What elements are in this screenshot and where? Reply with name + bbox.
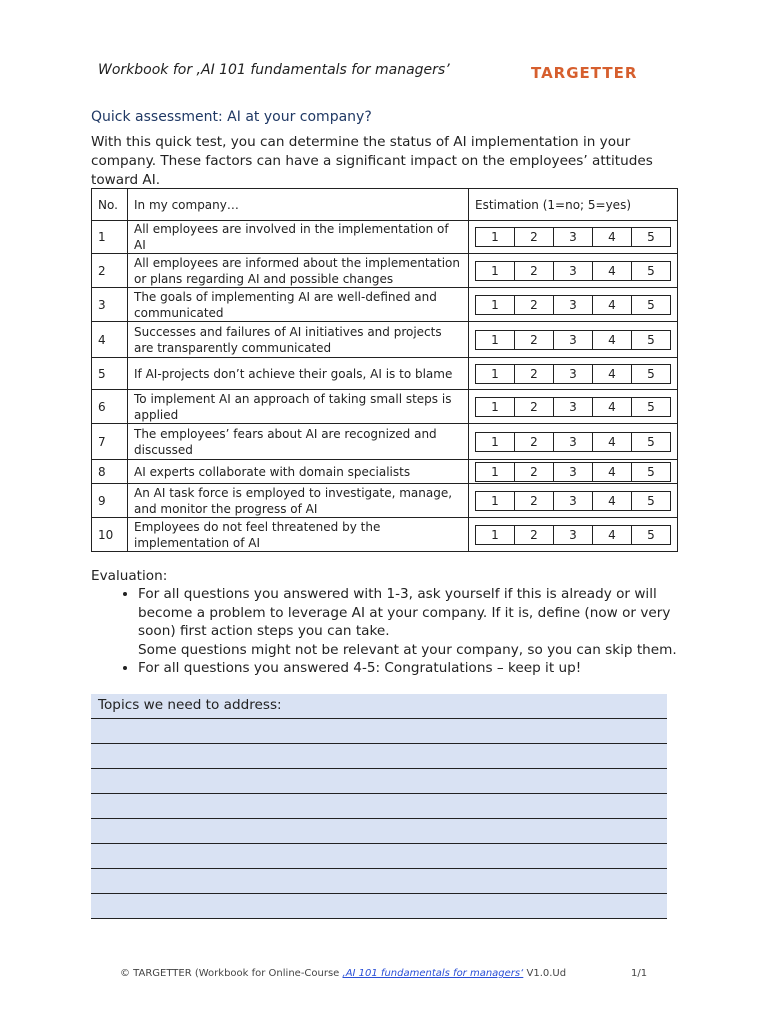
rating-option-4[interactable]: 4 xyxy=(592,398,631,416)
topics-line[interactable] xyxy=(91,769,667,794)
intro-paragraph: With this quick test, you can determine the status of AI implementation in your company. These factors can have a significant impact on the employees’ attitudes toward AI. xyxy=(91,134,653,188)
evaluation-bullet-2: • For all questions you answered 4-5: Congratulations – keep it up! xyxy=(138,659,703,678)
header-title: Workbook for ‚AI 101 fundamentals for managers’ xyxy=(98,62,450,78)
rating-option-2[interactable]: 2 xyxy=(514,262,553,280)
rating-option-5[interactable]: 5 xyxy=(631,398,670,416)
row-number: 2 xyxy=(92,254,128,288)
rating-scale xyxy=(475,432,671,452)
footer xyxy=(120,968,566,979)
table-header-row xyxy=(92,189,678,221)
rating-option-1[interactable]: 1 xyxy=(491,493,499,508)
row-statement: To implement AI an approach of taking small steps is applied xyxy=(128,390,469,424)
rating-option-1[interactable]: 1 xyxy=(491,434,499,449)
header-no: No. xyxy=(92,189,128,221)
row-statement: Employees do not feel threatened by the implementation of AI xyxy=(128,518,469,552)
topics-box xyxy=(91,694,667,919)
row-estimation xyxy=(469,460,678,484)
targetter-logo: TARGETTER xyxy=(531,64,638,82)
table-row xyxy=(92,484,678,518)
rating-option-3[interactable]: 3 xyxy=(553,526,592,544)
rating-scale xyxy=(475,397,671,417)
rating-option-4[interactable]: 4 xyxy=(592,228,631,246)
topics-line[interactable] xyxy=(91,794,667,819)
row-number: 1 xyxy=(92,221,128,254)
rating-option-2[interactable]: 2 xyxy=(514,296,553,314)
evaluation-bullet-1 xyxy=(138,585,703,659)
table-row xyxy=(92,424,678,460)
topics-line[interactable] xyxy=(91,894,667,919)
header-statement: In my company… xyxy=(128,189,469,221)
row-statement: An AI task force is employed to investigate, manage, and monitor the progress of AI xyxy=(128,484,469,518)
rating-option-5[interactable]: 5 xyxy=(631,365,670,383)
table-row xyxy=(92,390,678,424)
rating-option-4[interactable]: 4 xyxy=(592,463,631,481)
rating-option-2[interactable]: 2 xyxy=(514,331,553,349)
rating-option-3[interactable]: 3 xyxy=(553,365,592,383)
topics-line[interactable] xyxy=(91,819,667,844)
table-row xyxy=(92,322,678,358)
row-number: 4 xyxy=(92,322,128,358)
table-row xyxy=(92,288,678,322)
row-estimation xyxy=(469,254,678,288)
rating-scale xyxy=(475,227,671,247)
rating-option-3[interactable]: 3 xyxy=(553,463,592,481)
row-estimation xyxy=(469,390,678,424)
row-estimation xyxy=(469,322,678,358)
topics-header-row xyxy=(91,694,667,719)
row-number: 8 xyxy=(92,460,128,484)
evaluation-bullet-1-extra: Some questions might not be relevant at your company, so you can skip them. xyxy=(138,641,677,658)
row-number: 6 xyxy=(92,390,128,424)
row-statement: Successes and failures of AI initiatives and projects are transparently communicated xyxy=(128,322,469,358)
rating-option-4[interactable]: 4 xyxy=(592,433,631,451)
assessment-table xyxy=(91,188,678,552)
rating-option-3[interactable]: 3 xyxy=(553,433,592,451)
rating-option-1[interactable]: 1 xyxy=(491,230,499,244)
rating-option-3[interactable]: 3 xyxy=(553,296,592,314)
rating-option-2[interactable]: 2 xyxy=(514,365,553,383)
table-row xyxy=(92,358,678,390)
rating-option-2[interactable]: 2 xyxy=(514,463,553,481)
topics-line[interactable] xyxy=(91,869,667,894)
rating-option-5[interactable]: 5 xyxy=(631,228,670,246)
table-row xyxy=(92,221,678,254)
row-estimation xyxy=(469,484,678,518)
row-number: 10 xyxy=(92,518,128,552)
table-row xyxy=(92,254,678,288)
rating-scale xyxy=(475,295,671,315)
row-number: 9 xyxy=(92,484,128,518)
row-number: 7 xyxy=(92,424,128,460)
rating-option-1[interactable]: 1 xyxy=(491,399,499,414)
topics-label: Topics we need to address: xyxy=(98,697,282,713)
footer-prefix: © TARGETTER (Workbook for Online-Course xyxy=(120,968,343,979)
rating-option-1[interactable]: 1 xyxy=(491,527,499,542)
row-estimation xyxy=(469,518,678,552)
page-heading: Quick assessment: AI at your company? xyxy=(91,109,372,125)
rating-option-4[interactable]: 4 xyxy=(592,331,631,349)
rating-option-4[interactable]: 4 xyxy=(592,296,631,314)
rating-option-5[interactable]: 5 xyxy=(631,262,670,280)
evaluation-list xyxy=(110,585,703,678)
row-estimation xyxy=(469,358,678,390)
rating-option-1[interactable]: 1 xyxy=(491,263,499,278)
header-estimation: Estimation (1=no; 5=yes) xyxy=(469,189,678,221)
topics-line[interactable] xyxy=(91,744,667,769)
row-statement: If AI-projects don’t achieve their goals, AI is to blame xyxy=(128,358,469,390)
rating-option-2[interactable]: 2 xyxy=(514,398,553,416)
rating-option-3[interactable]: 3 xyxy=(553,398,592,416)
rating-option-4[interactable]: 4 xyxy=(592,365,631,383)
rating-option-2[interactable]: 2 xyxy=(514,492,553,510)
row-statement: AI experts collaborate with domain specialists xyxy=(128,460,469,484)
rating-option-5[interactable]: 5 xyxy=(631,331,670,349)
row-statement: All employees are informed about the implementation or plans regarding AI and possible changes xyxy=(128,254,469,288)
rating-option-1[interactable]: 1 xyxy=(491,297,499,312)
page-number: 1/1 xyxy=(631,968,648,979)
row-statement: All employees are involved in the implementation of AI xyxy=(128,221,469,254)
rating-option-1[interactable]: 1 xyxy=(491,464,499,479)
rating-scale xyxy=(475,491,671,511)
evaluation-title: Evaluation: xyxy=(91,568,168,584)
row-statement: The goals of implementing AI are well-defined and communicated xyxy=(128,288,469,322)
table-row xyxy=(92,460,678,484)
rating-option-5[interactable]: 5 xyxy=(631,296,670,314)
rating-option-4[interactable]: 4 xyxy=(592,262,631,280)
rating-option-1[interactable]: 1 xyxy=(491,332,499,347)
rating-option-2[interactable]: 2 xyxy=(514,526,553,544)
row-estimation xyxy=(469,221,678,254)
rating-scale xyxy=(475,330,671,350)
rating-option-3[interactable]: 3 xyxy=(553,262,592,280)
rating-scale xyxy=(475,364,671,384)
row-estimation xyxy=(469,424,678,460)
rating-option-5[interactable]: 5 xyxy=(631,433,670,451)
topics-line[interactable] xyxy=(91,719,667,744)
rating-option-3[interactable]: 3 xyxy=(553,228,592,246)
rating-option-5[interactable]: 5 xyxy=(631,526,670,544)
rating-option-3[interactable]: 3 xyxy=(553,492,592,510)
topics-line[interactable] xyxy=(91,844,667,869)
row-number: 3 xyxy=(92,288,128,322)
evaluation-bullet-1-text: For all questions you answered with 1-3, ask yourself if this is already or will become a problem to leverage AI at your company. If it is, define (now or very soon) first action steps you can take. xyxy=(138,586,671,639)
footer-course-link[interactable]: ‚AI 101 fundamentals for managers‘ xyxy=(342,968,524,979)
row-number: 5 xyxy=(92,358,128,390)
rating-option-5[interactable]: 5 xyxy=(631,463,670,481)
rating-scale xyxy=(475,261,671,281)
rating-option-2[interactable]: 2 xyxy=(514,228,553,246)
row-statement: The employees’ fears about AI are recognized and discussed xyxy=(128,424,469,460)
footer-suffix: V1.0.Ud xyxy=(523,968,567,979)
rating-option-2[interactable]: 2 xyxy=(514,433,553,451)
row-estimation xyxy=(469,288,678,322)
rating-option-4[interactable]: 4 xyxy=(592,526,631,544)
rating-option-5[interactable]: 5 xyxy=(631,492,670,510)
rating-scale xyxy=(475,462,671,482)
rating-option-3[interactable]: 3 xyxy=(553,331,592,349)
table-row xyxy=(92,518,678,552)
rating-option-1[interactable]: 1 xyxy=(491,366,499,381)
rating-scale xyxy=(475,525,671,545)
rating-option-4[interactable]: 4 xyxy=(592,492,631,510)
